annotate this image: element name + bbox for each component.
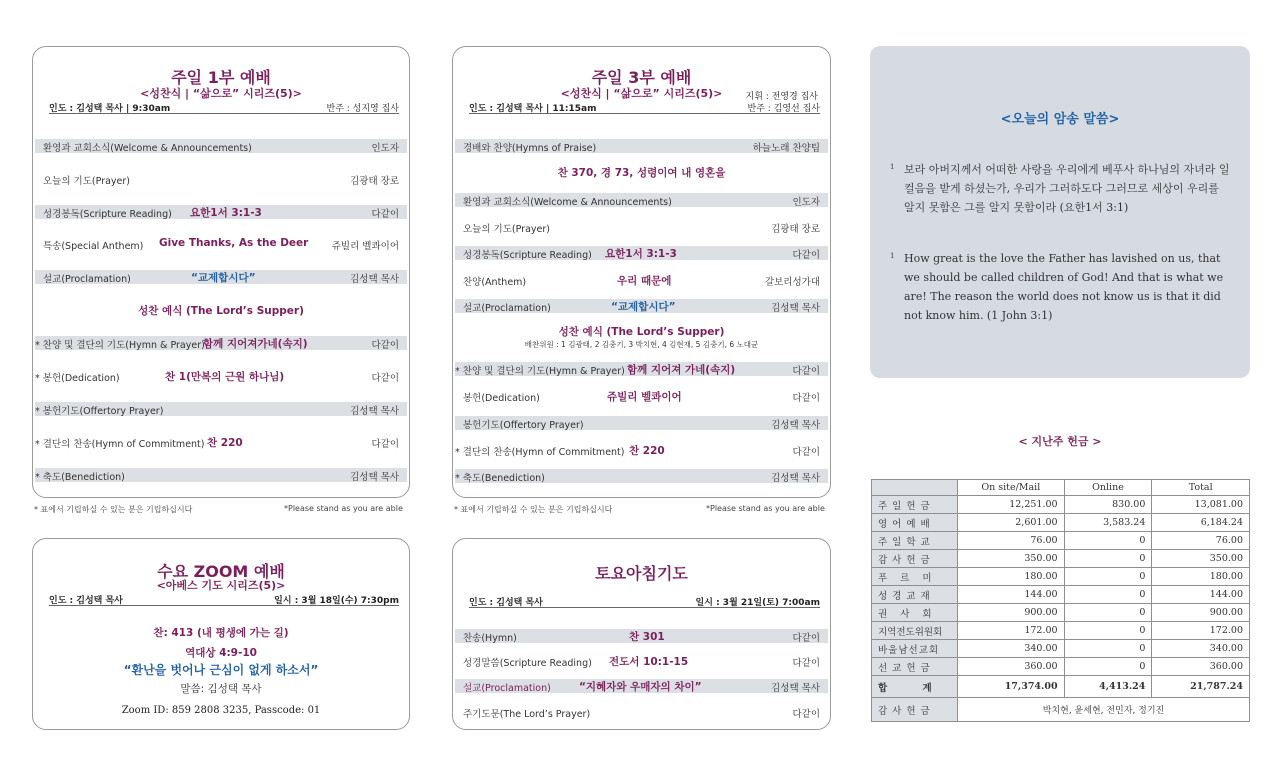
service3-title: 주일 3부 예배: [591, 68, 692, 87]
wednesday-scripture: 역대상 4:9-10: [185, 647, 257, 659]
order-row: * 봉헌기도(Offertory Prayer) 김성택 목사: [35, 402, 407, 416]
memory-verse-box: [870, 46, 1250, 378]
service3-conductor: 지휘 : 전영경 집사: [745, 92, 818, 102]
stand-note-kr: * 표에서 기립하실 수 있는 분은 기립하십시다: [454, 505, 613, 514]
service1-card: [32, 46, 410, 498]
memory-verse-english: 1 How great is the love the Father has lavished on us, that we should be called children of God! And that is what we are! The reason the world does not know us is that it did not know him. (1 John 3:1): [890, 252, 1224, 322]
order-row: * 축도(Benediction) 김성택 목사: [455, 469, 828, 483]
table-row: 바울남선교회 340.00 0 340.00: [872, 640, 1250, 658]
zoom-info: Zoom ID: 859 2808 3235, Passcode: 01: [121, 705, 321, 716]
order-row: 특송(Special Anthem) Give Thanks, As the Deer 쥬빌리 벨콰이어: [43, 237, 399, 252]
service1-title: 주일 1부 예배: [171, 68, 271, 87]
saturday-card: [452, 538, 831, 730]
order-row: 환영과 교회소식(Welcome & Announcements) 인도자: [455, 193, 828, 207]
order-row: 봉헌기도(Offertory Prayer) 김성택 목사: [455, 416, 828, 430]
table-header-row: On site/Mail Online Total: [872, 480, 1250, 496]
service1-leader: 인도 : 김성택 목사 | 9:30am: [49, 104, 171, 114]
order-row: 오늘의 기도(Prayer) 김광태 장로: [43, 176, 399, 187]
table-row: 감사헌금 350.00 0 350.00: [872, 550, 1250, 568]
order-row: 찬송(Hymn) 찬 301 다같이: [455, 629, 828, 643]
service3-leader: 인도 : 김성택 목사 | 11:15am: [469, 104, 597, 114]
table-thanks-row: 감사헌금 박치현, 윤세현, 전민자, 정기진: [872, 698, 1250, 722]
table-row: 선교헌금 360.00 0 360.00: [872, 658, 1250, 676]
order-row: 성경봉독(Scripture Reading) 요한1서 3:1-3 다같이: [455, 246, 828, 260]
order-row: * 축도(Benediction) 김성택 목사: [35, 468, 407, 482]
order-row: 환영과 교회소식(Welcome & Announcements) 인도자: [35, 139, 407, 153]
service1-accompanist: 반주 : 성지영 집사: [326, 104, 399, 114]
stand-note-kr: * 표에서 기립하실 수 있는 분은 기립하십시다: [34, 505, 193, 514]
saturday-leader: 인도 : 김성택 목사: [469, 598, 543, 608]
saturday-title: 토요아침기도: [595, 564, 688, 583]
stand-note-en: *Please stand as you are able: [706, 504, 825, 513]
memory-verse-title: <오늘의 암송 말씀>: [1000, 112, 1120, 127]
service1-lords-supper: 성찬 예식 (The Lord’s Supper): [138, 305, 304, 317]
wednesday-hymn: 찬: 413 (내 평생에 가는 길): [153, 627, 289, 639]
service3-lords-supper: 성찬 예식 (The Lord’s Supper): [558, 326, 725, 338]
table-row: 영어예배 2,601.00 3,583.24 6,184.24: [872, 514, 1250, 532]
order-row: 경배와 찬양(Hymns of Praise) 하늘노래 찬양팀: [455, 139, 828, 153]
order-row: 찬양(Anthem) 우리 때문에 갈보리성가대: [463, 275, 820, 288]
wednesday-title: 수요 ZOOM 예배: [157, 562, 285, 581]
table-row: 권 사 회 900.00 0 900.00: [872, 604, 1250, 622]
table-row: 성경교재 144.00 0 144.00: [872, 586, 1250, 604]
order-row: * 결단의 찬송(Hymn of Commitment) 찬 220 다같이: [455, 445, 820, 458]
wednesday-card: [32, 538, 410, 730]
table-row: 지역전도위원회 172.00 0 172.00: [872, 622, 1250, 640]
offering-title: < 지난주 헌금 >: [1018, 435, 1102, 448]
order-row: 오늘의 기도(Prayer) 김광태 장로: [463, 224, 820, 235]
saturday-date: 일시 : 3월 21일(토) 7:00am: [695, 598, 820, 608]
stand-note-en: *Please stand as you are able: [284, 504, 403, 513]
order-row: * 봉헌(Dedication) 찬 1(만복의 근원 하나님) 다같이: [35, 371, 399, 384]
wednesday-leader-line: [49, 593, 399, 606]
table-row: 주일학교 76.00 0 76.00: [872, 532, 1250, 550]
table-row: 주일헌금 12,251.00 830.00 13,081.00: [872, 496, 1250, 514]
order-row: * 결단의 찬송(Hymn of Commitment) 찬 220 다같이: [35, 437, 399, 450]
order-row: 설교(Proclamation) “교제합시다” 김성택 목사: [455, 299, 828, 313]
order-row: 성경봉독(Scripture Reading) 요한1서 3:1-3 다같이: [35, 205, 407, 219]
service3-card: [452, 46, 831, 498]
wednesday-leader: 인도 : 김성택 목사: [49, 596, 123, 606]
wednesday-preacher: 말씀: 김성택 목사: [180, 683, 262, 695]
wednesday-subtitle: <아베스 기도 시리즈(5)>: [156, 579, 286, 592]
table-row: 푸 르 미 180.00 0 180.00: [872, 568, 1250, 586]
saturday-leader-line: [469, 595, 820, 608]
order-row: 설교(Proclamation) “교제합시다” 김성택 목사: [35, 270, 407, 284]
order-row: 설교(Proclamation) “지혜자와 우매자의 차이” 김성택 목사: [455, 679, 828, 693]
order-row: 성경말씀(Scripture Reading) 전도서 10:1-15 다같이: [463, 656, 820, 669]
service3-servers: 배찬위원 : 1 김광태, 2 김충기, 3 박치현, 4 김현재, 5 김충기, 6 노대균: [524, 340, 759, 349]
wednesday-sermon: “환난을 벗어나 근심이 없게 하소서”: [123, 663, 319, 677]
service3-accompanist: 반주 : 김영선 집사: [747, 104, 820, 114]
table-total-row: 합 계 17,374.00 4,413.24 21,787.24: [872, 676, 1250, 698]
memory-verse-korean: 1 보라 아버지께서 어떠한 사랑을 우리에게 베푸사 하나님의 자녀라 일컬음을 받게 하셨는가, 우리가 그러하도다 그러므로 세상이 우리를 알지 못함은 그를 알지 못함이라 (요한1서 3:1): [890, 163, 1230, 214]
service1-leader-line: [49, 101, 399, 114]
offering-table: [871, 479, 1250, 722]
wednesday-date: 일시 : 3월 18일(수) 7:30pm: [274, 596, 399, 606]
service3-leader-line: [469, 101, 820, 114]
service1-subtitle: <성찬식 | “삶으로” 시리즈(5)>: [140, 87, 302, 100]
order-row: * 찬양 및 결단의 기도(Hymn & Prayer) 함께 지어져가네(속지) 다같이: [35, 336, 407, 350]
service3-hymns: 찬 370, 경 73, 성령이여 내 영혼을: [557, 167, 726, 179]
order-row: 주기도문(The Lord’s Prayer) 다같이: [463, 709, 820, 720]
service3-subtitle: <성찬식 | “삶으로” 시리즈(5)>: [560, 87, 723, 100]
order-row: * 찬양 및 결단의 기도(Hymn & Prayer) 함께 지어져 가네(속지) 다같이: [455, 362, 828, 376]
order-row: 봉헌(Dedication) 쥬빌리 벨콰이어 다같이: [463, 391, 820, 404]
